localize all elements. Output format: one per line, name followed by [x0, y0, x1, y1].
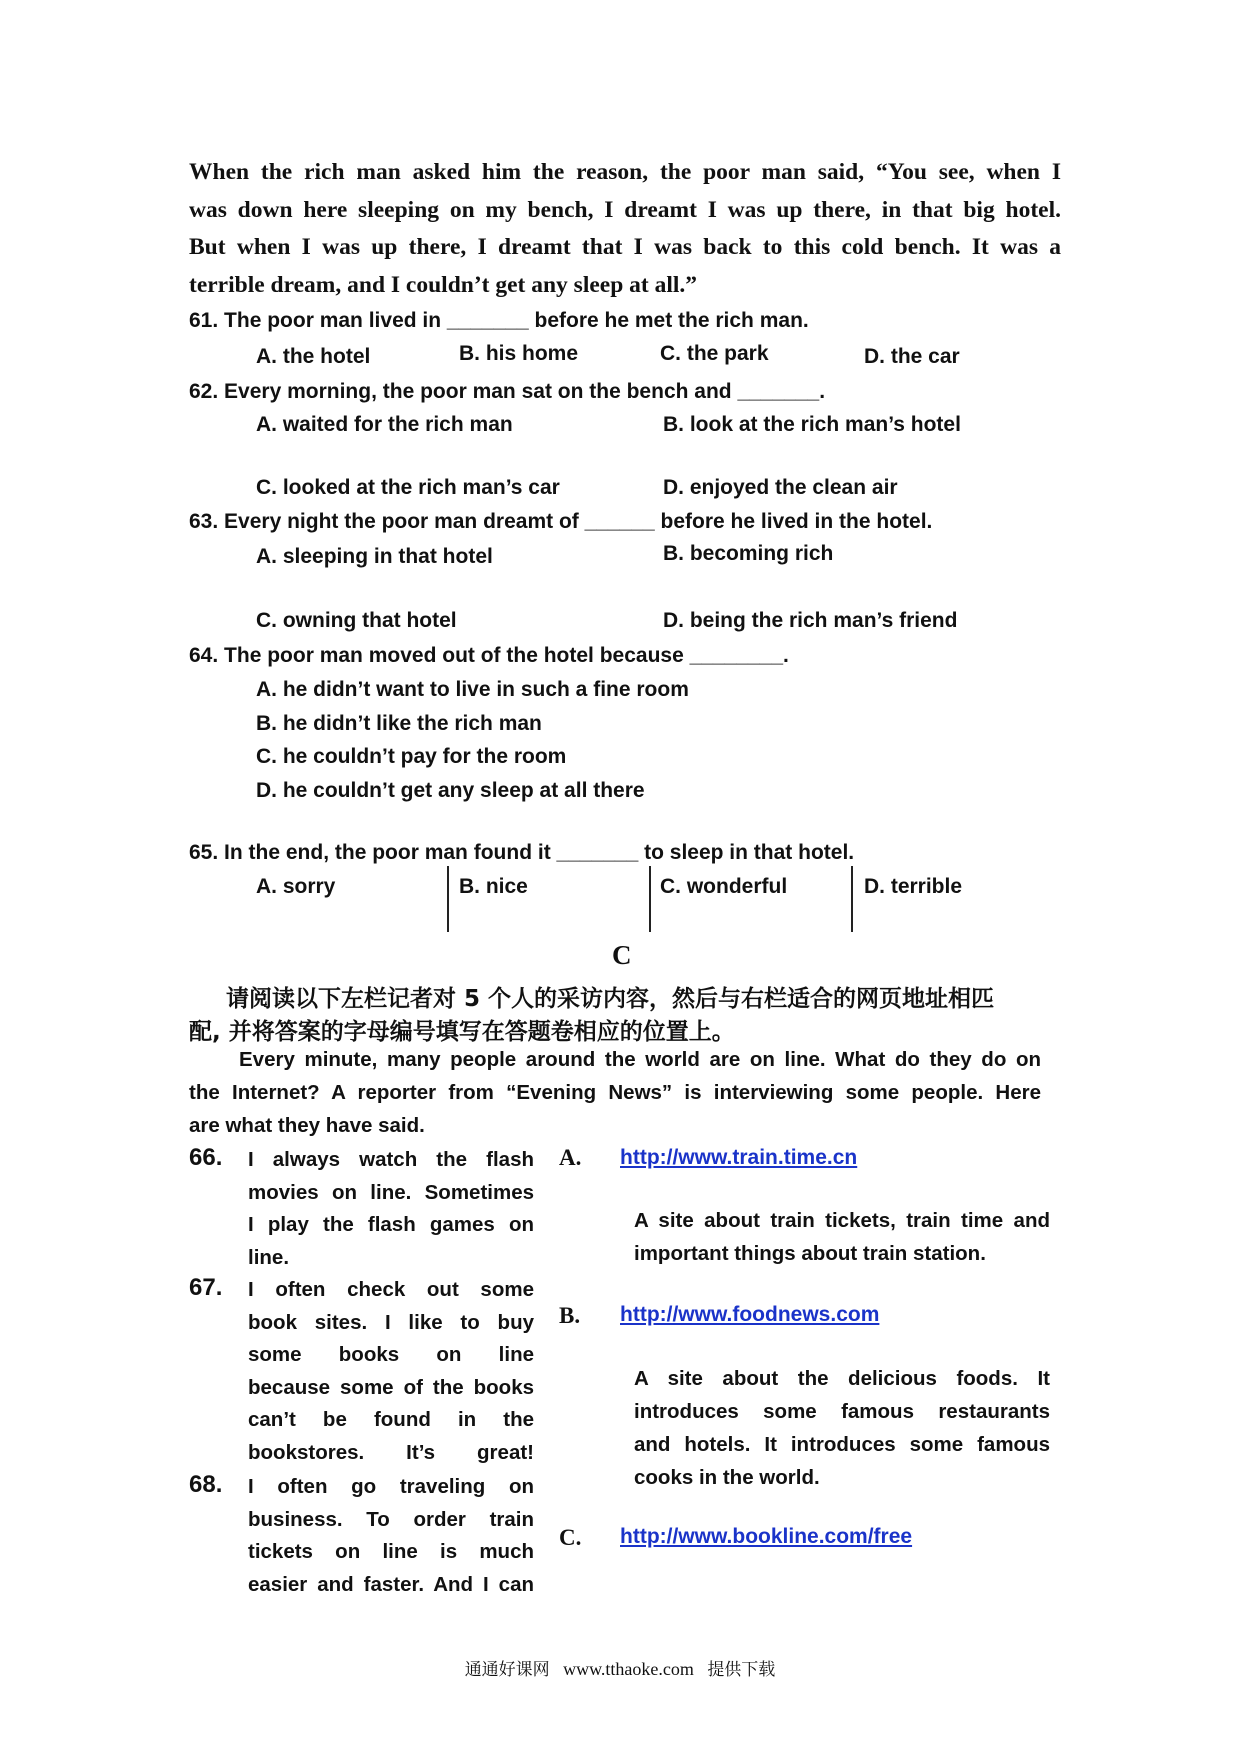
option-62-a[interactable]: A. waited for the rich man	[256, 413, 513, 436]
question-stem: Every morning, the poor man sat on the bench and _______.	[224, 380, 826, 403]
question-number: 62.	[189, 380, 219, 403]
site-desc-line: important things about train station.	[634, 1242, 986, 1265]
footer-brand: 通通好课网	[464, 1660, 550, 1680]
interview-line: I play the flash games on	[248, 1213, 534, 1236]
question-65	[189, 841, 854, 865]
site-url-b[interactable]: http://www.foodnews.com	[620, 1303, 880, 1326]
option-63-b[interactable]: B. becoming rich	[663, 542, 834, 565]
option-63-a[interactable]: A. sleeping in that hotel	[256, 545, 493, 568]
question-stem: The poor man lived in _______ before he met the rich man.	[224, 309, 809, 332]
item-number-67: 67.	[189, 1274, 223, 1301]
passage-line: But when I was up there, I dreamt that I was back to this cold bench. It was a	[189, 234, 1061, 260]
option-divider	[851, 866, 853, 932]
site-letter-a: A.	[559, 1145, 582, 1170]
option-65-b[interactable]: B. nice	[459, 875, 528, 898]
interview-line: tickets on line is much	[248, 1540, 534, 1563]
option-64-d[interactable]: D. he couldn’t get any sleep at all there	[256, 779, 645, 802]
site-desc-line: introduces some famous restaurants	[634, 1400, 1050, 1423]
question-number: 64.	[189, 644, 219, 667]
interview-67	[248, 1274, 534, 1469]
question-number: 63.	[189, 510, 219, 533]
site-url-a[interactable]: http://www.train.time.cn	[620, 1146, 858, 1169]
option-65-a[interactable]: A. sorry	[256, 875, 336, 898]
option-64-c[interactable]: C. he couldn’t pay for the room	[256, 745, 567, 768]
interview-line: because some of the books	[248, 1375, 534, 1399]
item-number-66: 66.	[189, 1144, 223, 1171]
question-stem: Every night the poor man dreamt of ______ before he lived in the hotel.	[224, 510, 933, 533]
question-61	[189, 309, 809, 333]
intro-line: the Internet? A reporter from “Evening News” is interviewing some people. Here	[189, 1081, 1041, 1104]
option-65-d[interactable]: D. terrible	[864, 875, 963, 898]
intro-line: are what they have said.	[189, 1114, 425, 1137]
interview-line: bookstores. It’s great!	[248, 1440, 534, 1464]
option-61-a[interactable]: A. the hotel	[256, 345, 371, 368]
passage-line: terrible dream, and I couldn’t get any sleep at all.”	[189, 271, 698, 298]
passage-text	[189, 154, 1061, 304]
site-url-c[interactable]: http://www.bookline.com/free	[620, 1525, 913, 1548]
interview-line: some books on line	[248, 1343, 534, 1366]
interview-line: easier and faster. And I can	[248, 1572, 534, 1596]
option-divider	[447, 866, 449, 932]
passage-line: When the rich man asked him the reason, the poor man said, “You see, when I	[189, 159, 1061, 185]
intro-line: Every minute, many people around the world are on line. What do they do on	[239, 1048, 1041, 1071]
site-desc-line: cooks in the world.	[634, 1466, 820, 1489]
passage-line: was down here sleeping on my bench, I dreamt I was up there, in that big hotel.	[189, 196, 1061, 223]
option-62-d[interactable]: D. enjoyed the clean air	[663, 476, 898, 499]
interview-line: I always watch the flash	[248, 1148, 534, 1171]
interview-line: movies on line. Sometimes	[248, 1180, 534, 1204]
site-letter-b: B.	[559, 1303, 581, 1328]
option-61-d[interactable]: D. the car	[864, 345, 960, 368]
question-64	[189, 644, 789, 668]
site-desc-line: and hotels. It introduces some famous	[634, 1433, 1050, 1456]
question-62	[189, 380, 825, 404]
option-64-a[interactable]: A. he didn’t want to live in such a fine room	[256, 678, 689, 701]
intro-text	[189, 1043, 1041, 1142]
site-desc-line: A site about train tickets, train time and	[634, 1209, 1050, 1232]
interview-line: book sites. I like to buy	[248, 1310, 534, 1334]
site-letter-c: C.	[559, 1525, 582, 1550]
interview-line: line.	[248, 1245, 290, 1269]
item-number-68: 68.	[189, 1471, 223, 1498]
page-footer	[0, 1655, 1240, 1680]
interview-line: business. To order train	[248, 1507, 534, 1531]
interview-line: I often go traveling on	[248, 1475, 534, 1498]
option-62-c[interactable]: C. looked at the rich man’s car	[256, 476, 560, 499]
site-desc-a	[634, 1204, 1050, 1270]
option-65-c[interactable]: C. wonderful	[660, 875, 788, 898]
question-stem: In the end, the poor man found it _______ to sleep in that hotel.	[224, 841, 855, 864]
option-62-b[interactable]: B. look at the rich man’s hotel	[663, 413, 961, 436]
question-stem: The poor man moved out of the hotel because ________.	[224, 644, 789, 667]
option-63-c[interactable]: C. owning that hotel	[256, 609, 457, 632]
option-61-b[interactable]: B. his home	[459, 342, 579, 365]
question-number: 61.	[189, 309, 219, 332]
option-61-c[interactable]: C. the park	[660, 342, 769, 365]
footer-site: www.tthaoke.com	[563, 1659, 694, 1679]
instruction-line: 请阅读以下左栏记者对 5 个人的采访内容，然后与右栏适合的网页地址相匹	[226, 986, 995, 1012]
option-64-b[interactable]: B. he didn’t like the rich man	[256, 712, 542, 735]
site-desc-line: A site about the delicious foods. It	[634, 1367, 1050, 1390]
interview-66	[248, 1144, 534, 1274]
site-desc-b	[634, 1362, 1050, 1494]
interview-line: can’t be found in the	[248, 1408, 534, 1431]
section-heading: C	[612, 940, 632, 970]
footer-note: 提供下载	[707, 1660, 776, 1680]
question-63	[189, 510, 932, 534]
option-63-d[interactable]: D. being the rich man’s friend	[663, 609, 958, 632]
instruction-line: 配, 并将答案的字母编号填写在答题卷相应的位置上。	[189, 1019, 735, 1045]
option-divider	[649, 866, 651, 932]
interview-68	[248, 1471, 534, 1601]
interview-line: I often check out some	[248, 1278, 534, 1301]
question-number: 65.	[189, 841, 219, 864]
